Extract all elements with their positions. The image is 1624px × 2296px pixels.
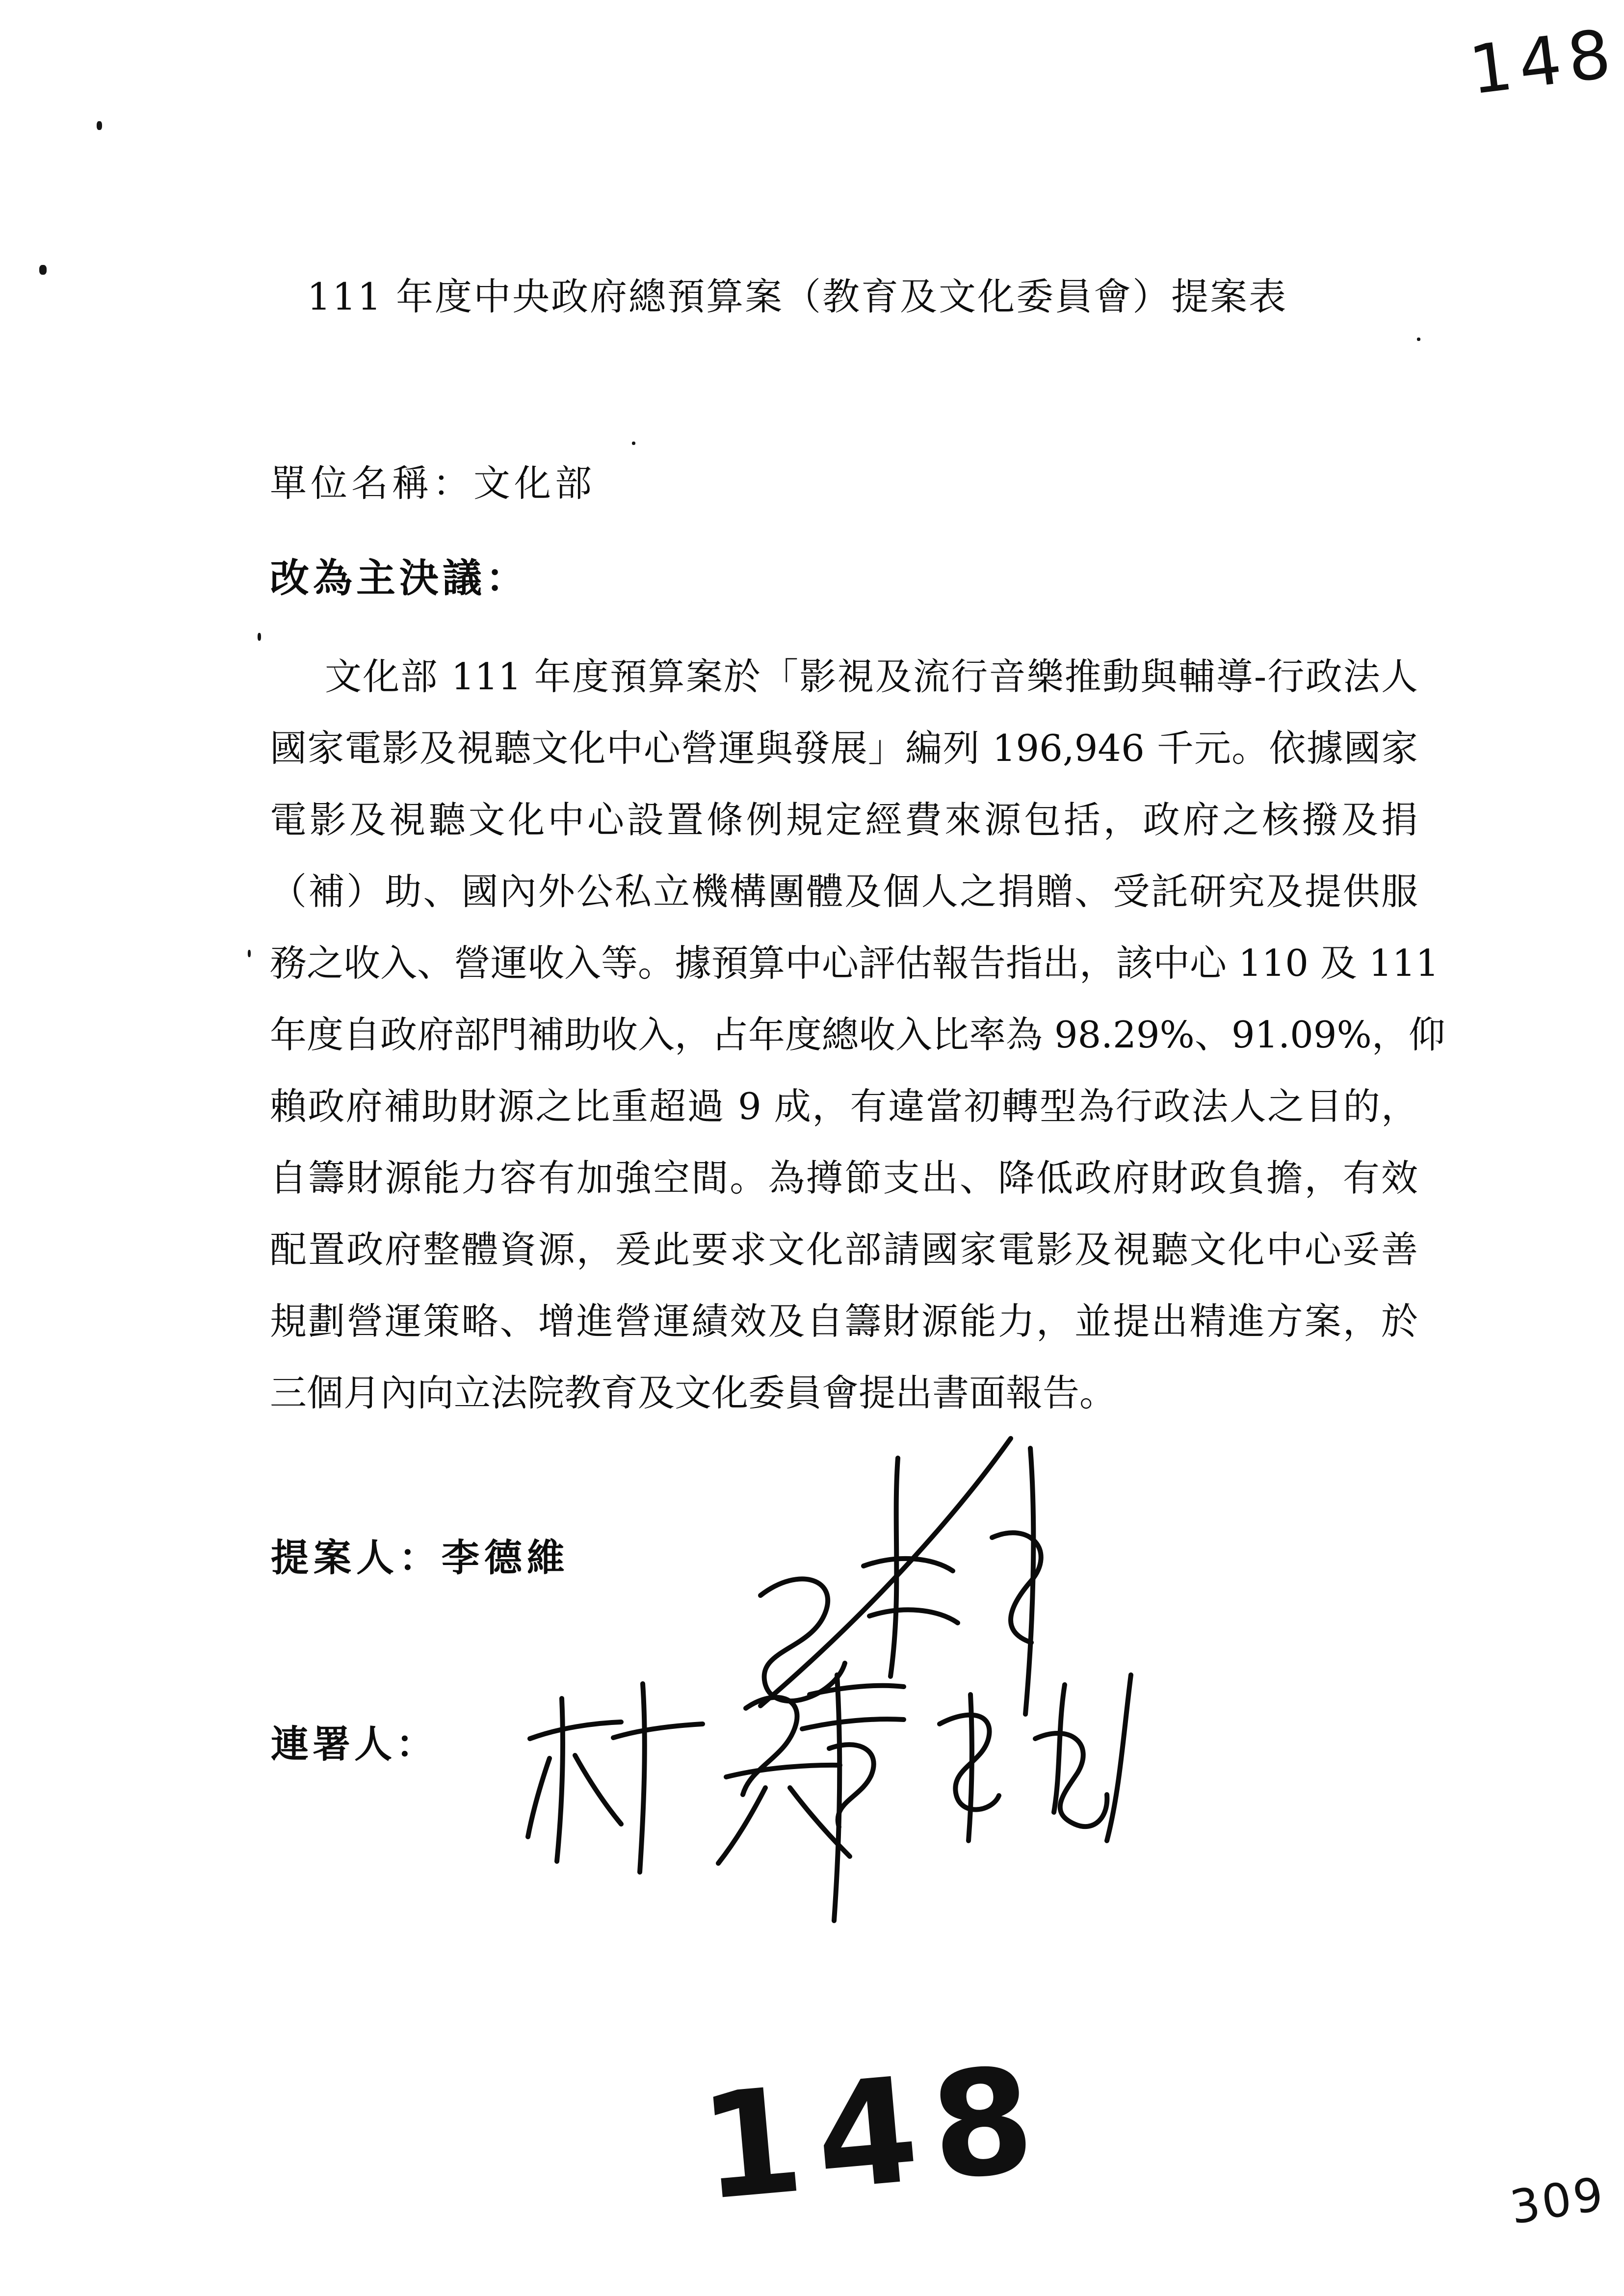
scan-speck xyxy=(258,633,261,641)
body-line: 電影及視聽文化中心設置條例規定經費來源包括，政府之核撥及捐 xyxy=(270,798,1418,841)
scan-speck xyxy=(632,442,635,445)
body-line: 賴政府補助財源之比重超過 9 成，有違當初轉型為行政法人之目的， xyxy=(270,1085,1418,1128)
handwritten-page-number-bottom-center: 148 xyxy=(694,2034,1055,2233)
body-line: 年度自政府部門補助收入，占年度總收入比率為 98.29%、91.09%，仰 xyxy=(270,1013,1445,1056)
scan-speck xyxy=(248,950,251,957)
handwritten-page-number-top-right: 148 xyxy=(1465,15,1622,110)
scan-speck xyxy=(97,121,102,130)
cosigner-signatures-handwriting xyxy=(515,1664,1227,1939)
body-line: 規劃營運策略、增進營運績效及自籌財源能力，並提出精進方案，於 xyxy=(270,1300,1418,1343)
body-line: 三個月內向立法院教育及文化委員會提出書面報告。 xyxy=(270,1371,1117,1414)
document-title: 111 年度中央政府總預算案（教育及文化委員會）提案表 xyxy=(307,275,1288,318)
resolution-heading: 改為主決議： xyxy=(270,555,529,601)
handwritten-page-number-bottom-right: 309 xyxy=(1506,2167,1609,2235)
body-line: 國家電影及視聽文化中心營運與發展」編列 196,946 千元。依據國家 xyxy=(270,727,1418,770)
body-line: 務之收入、營運收入等。據預算中心評估報告指出，該中心 110 及 111 xyxy=(270,941,1439,985)
cosigner-label: 連署人： xyxy=(271,1722,438,1767)
proposer-name-line: 提案人：李德維 xyxy=(271,1536,570,1580)
unit-name-line: 單位名稱：文化部 xyxy=(270,462,596,505)
body-line: 自籌財源能力容有加強空間。為撙節支出、降低政府財政負擔，有效 xyxy=(270,1156,1418,1200)
scan-speck xyxy=(39,265,47,275)
resolution-body-paragraph xyxy=(270,641,1445,1429)
body-line: （補）助、國內外公私立機構團體及個人之捐贈、受託研究及提供服 xyxy=(270,870,1418,913)
body-line: 配置政府整體資源，爰此要求文化部請國家電影及視聽文化中心妥善 xyxy=(270,1228,1418,1271)
scan-speck xyxy=(1417,338,1420,341)
body-line: 文化部 111 年度預算案於「影視及流行音樂推動與輔導-行政法人 xyxy=(325,655,1418,698)
